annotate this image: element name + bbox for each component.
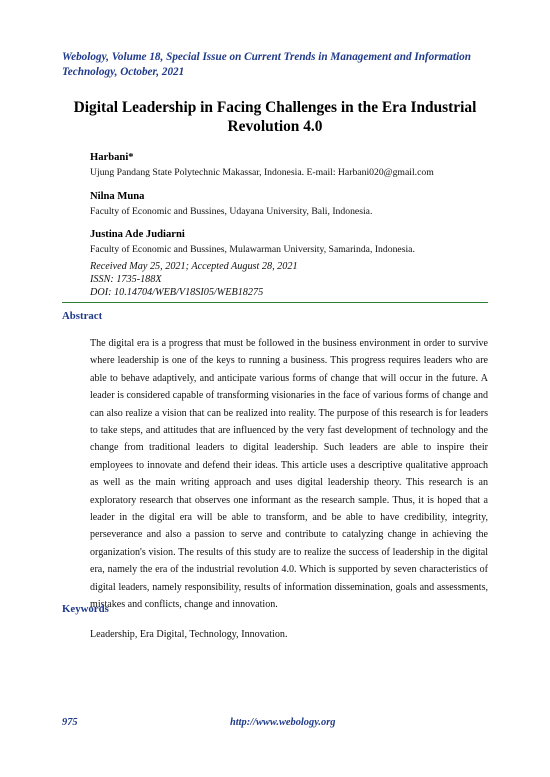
- journal-url[interactable]: http://www.webology.org: [230, 717, 336, 728]
- author-name: Nilna Muna: [90, 191, 145, 202]
- author-affiliation: Faculty of Economic and Bussines, Udayana University, Bali, Indonesia.: [90, 206, 373, 217]
- abstract-heading: Abstract: [62, 310, 103, 322]
- keywords-text: Leadership, Era Digital, Technology, Innovation.: [90, 629, 288, 640]
- journal-header: Webology, Volume 18, Special Issue on Current Trends in Management and Information Technology, October, 2021: [62, 51, 471, 78]
- paper-title: Digital Leadership in Facing Challenges in the Era Industrial Revolution 4.0: [73, 99, 477, 135]
- page-number: 975: [62, 717, 78, 728]
- header-divider: [62, 302, 488, 303]
- received-dates: Received May 25, 2021; Accepted August 28, 2021: [90, 261, 298, 272]
- author-name: Harbani*: [90, 152, 134, 163]
- issn: ISSN: 1735-188X: [90, 274, 162, 285]
- abstract-text: The digital era is a progress that must be followed in the business environment in order to survive where leadership is one of the keys to running a business. This progress requires leaders who are able to behave adaptively, and anticipate various forms of change that will occur in the future. A leader is considered capable of transforming visionaries in the face of various forms of change and can also realize a vision that can be realized into reality. The purpose of this research is for leaders to take steps, and attitudes that are influenced by the very fast development of technology and the change from traditional leaders to digital leadership. Such leaders are able to inspire their employees to innovate and defend their ideas. This article uses a descriptive qualitative approach as well as the main writing approach and uses digital leadership theory. This research is an exploratory research that observes one informant as the research sample. Thus, it is hoped that a leader in the digital era will be able to transform, and be able to have credibility, integrity, perseverance and also a passion to serve and contribute to catalyzing change in achieving the organization's vision. The results of this study are to realize the success of leadership in the digital era, namely the era of the industrial revolution 4.0. Which is supported by seven characteristics of digital leaders, namely responsibility, results of information dissemination, goals and assessments, mistakes and conflicts, change and innovation.: [90, 338, 488, 611]
- keywords-heading: Keywords: [62, 603, 109, 615]
- author-affiliation: Ujung Pandang State Polytechnic Makassar, Indonesia. E-mail: Harbani020@gmail.com: [90, 167, 434, 178]
- author-name: Justina Ade Judiarni: [90, 229, 185, 240]
- author-affiliation: Faculty of Economic and Bussines, Mulawarman University, Samarinda, Indonesia.: [90, 244, 415, 255]
- doi: DOI: 10.14704/WEB/V18SI05/WEB18275: [90, 287, 264, 298]
- article-meta: [90, 260, 298, 299]
